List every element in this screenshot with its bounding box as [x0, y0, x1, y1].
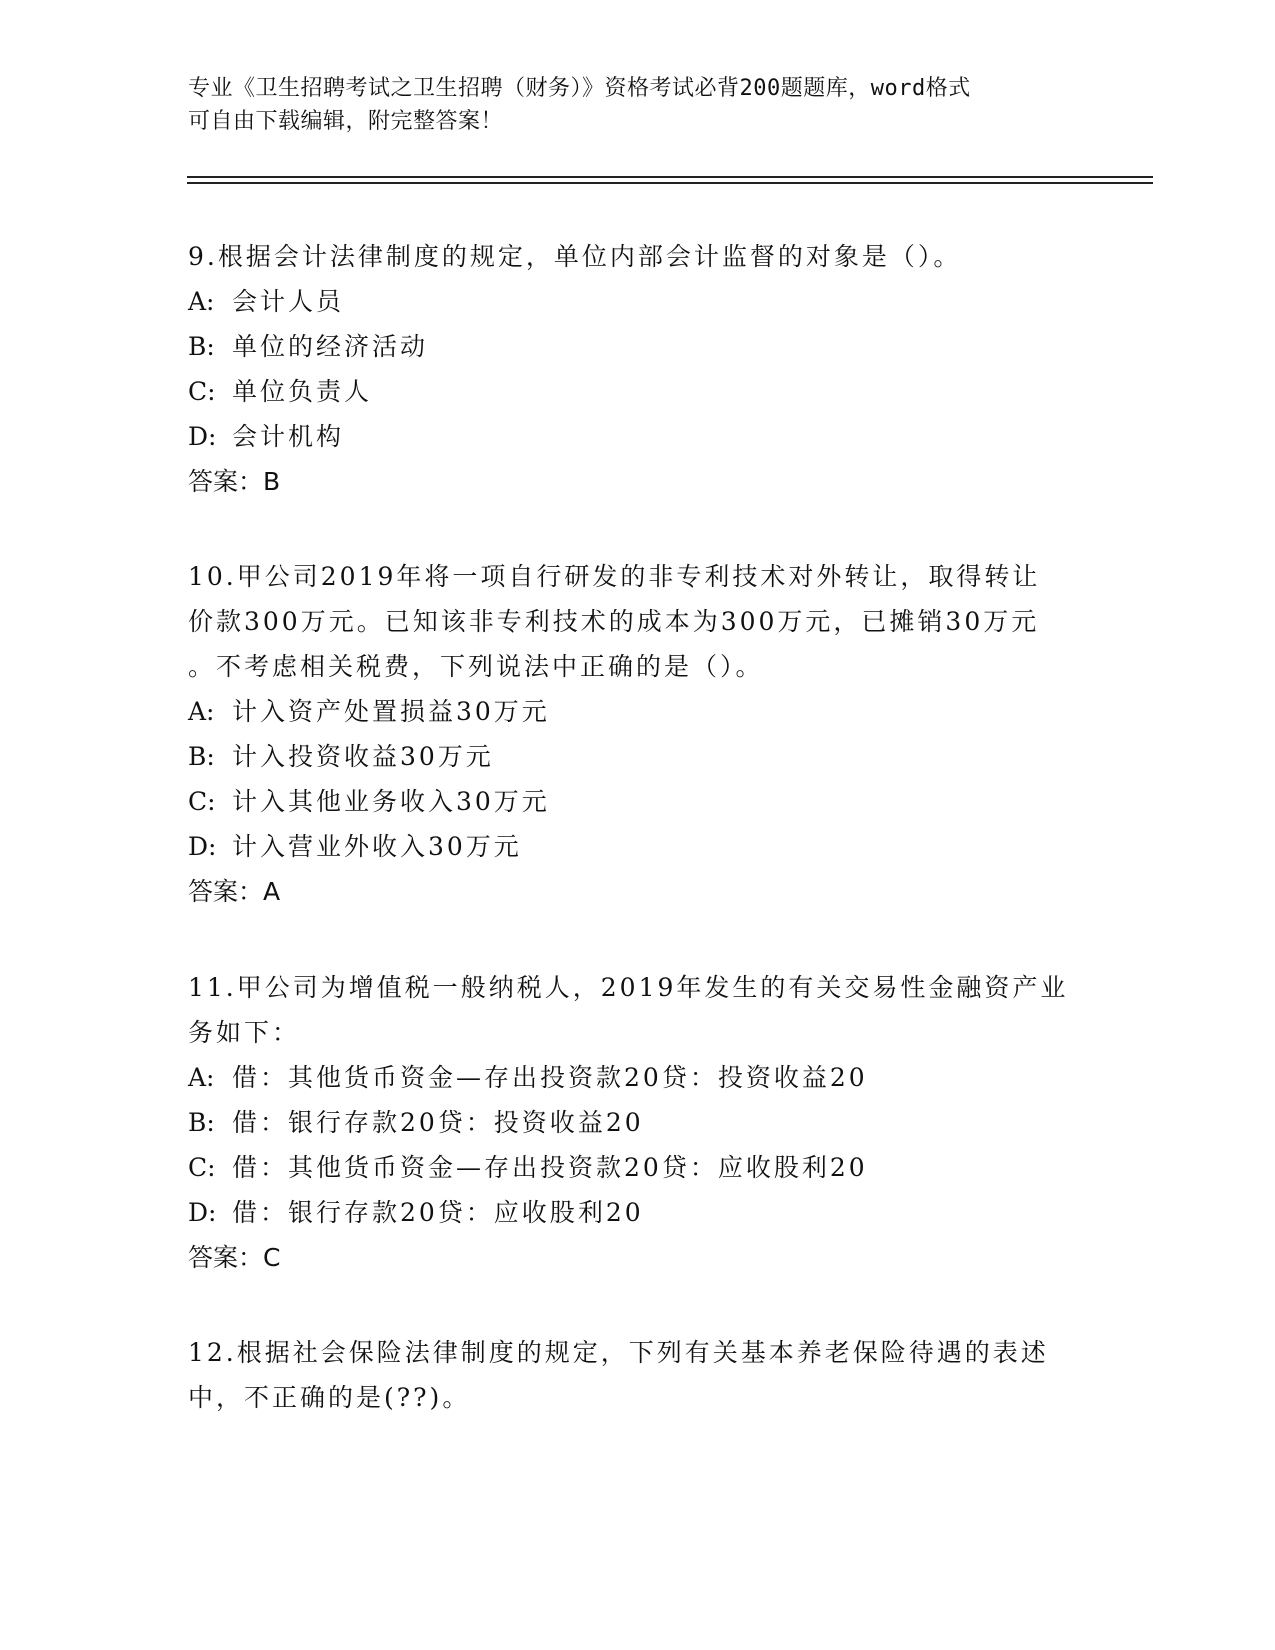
option-b — [188, 324, 1088, 369]
answer-label: 答案：B — [188, 467, 281, 496]
document-header — [188, 72, 1088, 138]
option-c — [188, 779, 1088, 824]
option-letter: C: — [188, 787, 216, 816]
option-letter: C: — [188, 1153, 216, 1182]
option-letter: A: — [188, 1063, 215, 1092]
header-divider-bottom — [187, 182, 1153, 184]
option-text: 借：银行存款20贷：投资收益20 — [232, 1108, 644, 1137]
question-9 — [188, 234, 1088, 504]
option-text: 计入营业外收入30万元 — [232, 832, 522, 861]
answer-label: 答案：A — [188, 877, 281, 906]
option-text: 会计机构 — [232, 422, 345, 451]
question-text-line-3: 。不考虑相关税费，下列说法中正确的是（）。 — [188, 652, 764, 681]
option-letter: A: — [188, 697, 215, 726]
option-a — [188, 689, 1088, 734]
option-text: 借：银行存款20贷：应收股利20 — [232, 1198, 644, 1227]
option-text: 单位的经济活动 — [232, 332, 429, 361]
option-c — [188, 1145, 1088, 1190]
option-text: 计入其他业务收入30万元 — [232, 787, 550, 816]
option-text: 计入投资收益30万元 — [232, 742, 494, 771]
option-text: 计入资产处置损益30万元 — [232, 697, 550, 726]
question-text-line-2: 务如下： — [188, 1018, 301, 1047]
question-12 — [188, 1330, 1088, 1420]
option-text: 会计人员 — [232, 287, 345, 316]
option-text: 借：其他货币资金—存出投资款20贷：投资收益20 — [232, 1063, 868, 1092]
header-line-2: 可自由下载编辑，附完整答案！ — [188, 109, 504, 134]
option-d — [188, 1190, 1088, 1235]
header-line-1: 专业《卫生招聘考试之卫生招聘（财务）》资格考试必背200题题库，word格式 — [188, 76, 971, 101]
option-b — [188, 734, 1088, 779]
question-text: 9.根据会计法律制度的规定，单位内部会计监督的对象是（）。 — [188, 242, 962, 271]
option-c — [188, 369, 1088, 414]
option-letter: B: — [188, 742, 215, 771]
answer-label: 答案：C — [188, 1243, 281, 1272]
option-letter: B: — [188, 1108, 215, 1137]
question-text-line-2: 中，不正确的是(??)。 — [188, 1383, 471, 1412]
question-text-line-2: 价款300万元。已知该非专利技术的成本为300万元，已摊销30万元 — [188, 607, 1040, 636]
option-letter: D: — [188, 1198, 217, 1227]
option-letter: B: — [188, 332, 215, 361]
option-d — [188, 414, 1088, 459]
question-text-line-1: 12.根据社会保险法律制度的规定，下列有关基本养老保险待遇的表述 — [188, 1338, 1049, 1367]
option-letter: C: — [188, 377, 216, 406]
option-d — [188, 824, 1088, 869]
question-11 — [188, 965, 1088, 1280]
option-letter: D: — [188, 832, 217, 861]
option-b — [188, 1100, 1088, 1145]
question-10 — [188, 554, 1088, 914]
question-text-line-1: 10.甲公司2019年将一项自行研发的非专利技术对外转让，取得转让 — [188, 562, 1041, 591]
option-text: 借：其他货币资金—存出投资款20贷：应收股利20 — [232, 1153, 868, 1182]
option-letter: A: — [188, 287, 215, 316]
header-divider-top — [187, 176, 1153, 178]
option-a — [188, 1055, 1088, 1100]
question-text-line-1: 11.甲公司为增值税一般纳税人，2019年发生的有关交易性金融资产业 — [188, 973, 1069, 1002]
option-a — [188, 279, 1088, 324]
option-text: 单位负责人 — [232, 377, 373, 406]
option-letter: D: — [188, 422, 217, 451]
